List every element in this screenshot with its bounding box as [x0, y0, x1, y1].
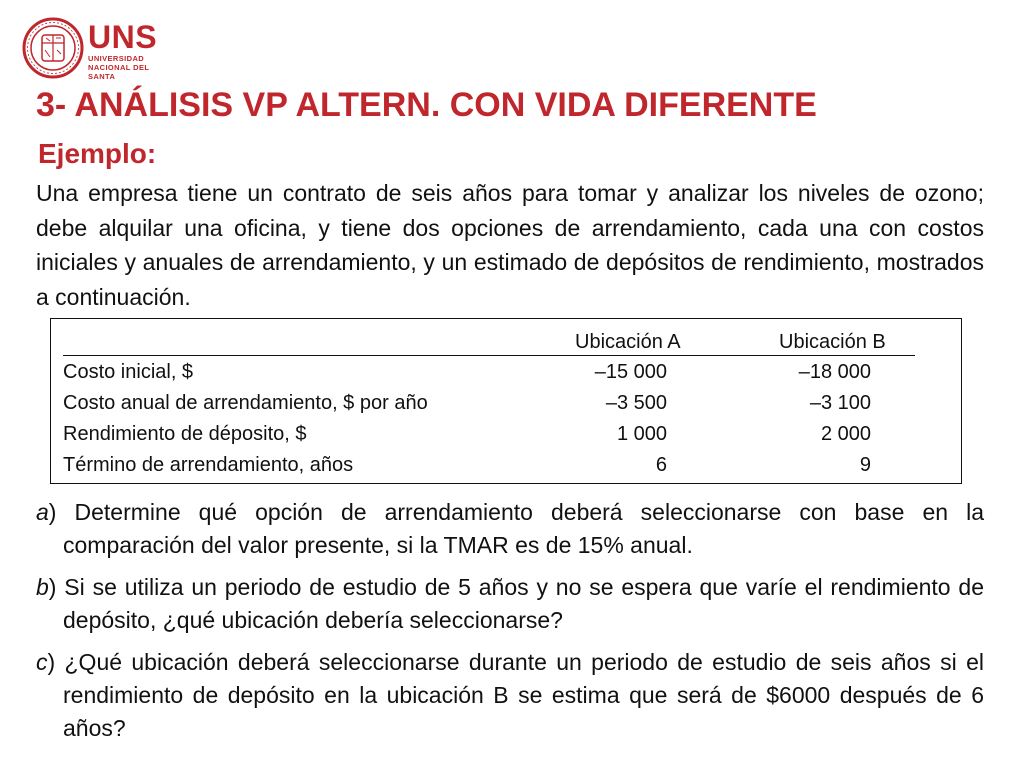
- question-a: [36, 496, 984, 562]
- value-location-a: 1 000: [616, 423, 667, 445]
- table-row: [63, 392, 915, 422]
- brand: [88, 20, 172, 81]
- value-location-a: –3 500: [605, 392, 667, 414]
- brand-subtitle-1: UNIVERSIDAD: [88, 54, 145, 63]
- question-letter: b: [36, 574, 49, 600]
- row-label: Costo inicial, $: [63, 361, 194, 383]
- brand-name: UNS: [88, 19, 158, 55]
- university-seal-icon: [22, 14, 84, 82]
- question-text: ) ¿Qué ubicación deberá seleccionarse durante un periodo de estudio de seis años si el rendimiento de depósito en la ubicación B se estima que será de $6000 después de 6 años?: [47, 649, 984, 741]
- value-location-b: –18 000: [798, 361, 871, 383]
- question-letter: a: [36, 499, 49, 525]
- value-location-b: 9: [859, 454, 871, 476]
- value-location-b: 2 000: [820, 423, 871, 445]
- row-label: Rendimiento de déposito, $: [63, 423, 307, 445]
- table-row: [63, 423, 915, 453]
- question-list: [36, 496, 984, 754]
- header-location-b: Ubicación B: [779, 331, 886, 353]
- question-letter: c: [36, 649, 48, 675]
- row-label: Costo anual de arrendamiento, $ por año: [63, 392, 428, 414]
- intro-paragraph: Una empresa tiene un contrato de seis años para tomar y analizar los niveles de ozono; debe alquilar una oficina, y tiene dos opciones de arrendamiento, cada una con costos iniciales y anuales de arrendamiento, y un estimado de depósitos de rendimiento, mostrados a continuación.: [36, 180, 984, 310]
- slide-subtitle: Ejemplo:: [38, 138, 157, 169]
- header-location-a: Ubicación A: [575, 331, 681, 353]
- value-location-a: 6: [655, 454, 667, 476]
- table-row: [63, 454, 915, 484]
- uns-logo: [22, 14, 172, 86]
- question-b: [36, 571, 984, 637]
- question-text: ) Determine qué opción de arrendamiento deberá seleccionarse con base en la comparación del valor presente, si la TMAR es de 15% anual.: [48, 499, 984, 558]
- brand-subtitle-2: NACIONAL DEL SANTA: [88, 63, 150, 81]
- value-location-a: –15 000: [594, 361, 667, 383]
- lease-options-table: [50, 318, 962, 484]
- table-row: [63, 361, 915, 391]
- value-location-b: –3 100: [809, 392, 871, 414]
- question-c: [36, 646, 984, 745]
- question-text: ) Si se utiliza un periodo de estudio de 5 años y no se espera que varíe el rendimiento de depósito, ¿qué ubicación debería seleccionarse?: [48, 574, 984, 633]
- row-label: Término de arrendamiento, años: [63, 454, 354, 476]
- slide-title: 3- ANÁLISIS VP ALTERN. CON VIDA DIFERENTE: [36, 86, 817, 124]
- table-header: [63, 331, 915, 356]
